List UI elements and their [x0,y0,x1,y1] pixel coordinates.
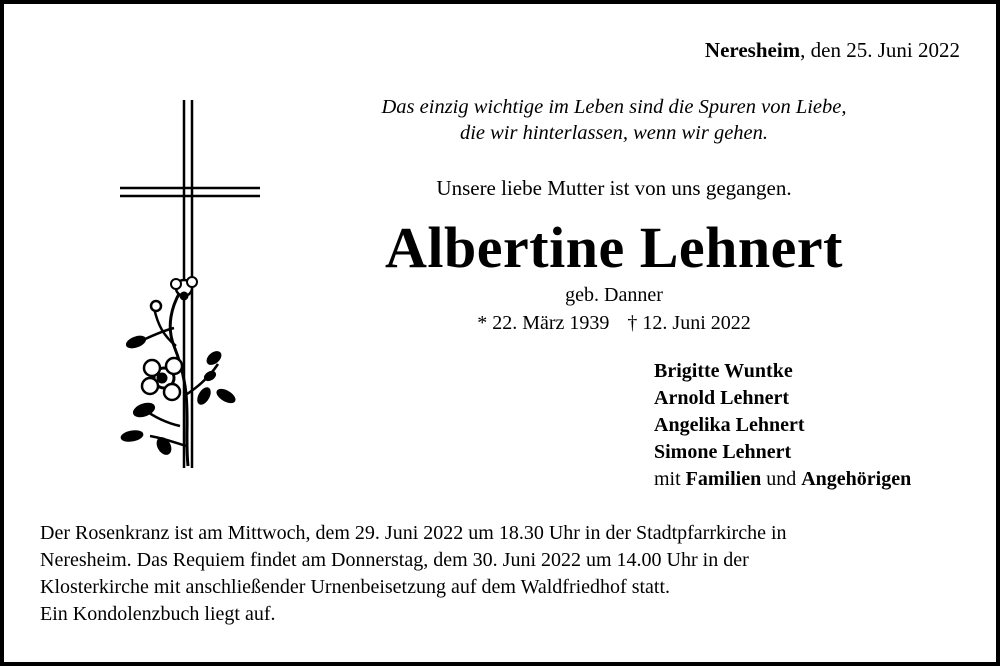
dateline-place: Neresheim [704,38,801,62]
quote-line-2: die wir hinterlassen, wenn wir gehen. [459,122,769,144]
mourner-name: Brigitte Wuntke [654,360,793,382]
service-details [40,520,970,628]
deceased-name: Albertine Lehnert [385,215,843,280]
mourners-closing [654,466,911,493]
service-line: Neresheim. Das Requiem findet am Donnerstag, dem 30. Juni 2022 um 14.00 Uhr in der [40,549,749,571]
death-date: † 12. Juni 2022 [627,312,751,334]
closing-middle: und [761,468,802,490]
dateline [705,38,960,63]
closing-prefix: mit [654,468,686,490]
cross-with-flowers-icon [114,96,264,476]
birth-name: geb. Danner [565,284,663,306]
intro-text: Unsere liebe Mutter ist von uns gegangen. [436,176,792,200]
birth-date: * 22. März 1939 [477,312,610,334]
service-line: Klosterkirche mit anschließender Urnenbeisetzung auf dem Waldfriedhof statt. [40,576,671,598]
dateline-date: , den 25. Juni 2022 [800,38,960,62]
closing-relatives: Angehörigen [801,468,912,490]
service-line: Ein Kondolenzbuch liegt auf. [40,603,276,625]
life-dates [304,312,924,335]
quote-line-1: Das einzig wichtige im Leben sind die Spuren von Liebe, [381,96,847,118]
mourner-name: Arnold Lehnert [654,387,789,409]
mourner-name: Angelika Lehnert [654,414,805,436]
service-line: Der Rosenkranz ist am Mittwoch, dem 29. Juni 2022 um 18.30 Uhr in der Stadtpfarrkirche in [40,522,787,544]
memorial-quote [304,94,924,146]
closing-families: Familien [685,468,762,490]
mourner-name: Simone Lehnert [654,441,792,463]
mourners-list [654,358,911,493]
